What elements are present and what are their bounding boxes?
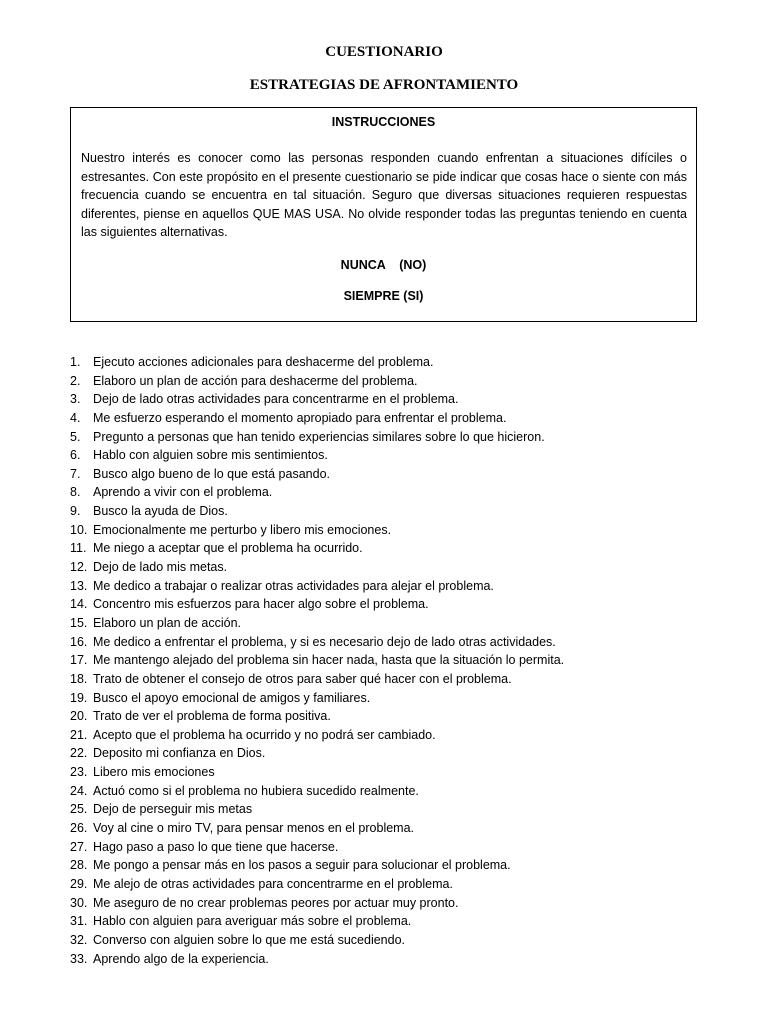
question-text: Emocionalmente me perturbo y libero mis emociones. xyxy=(93,522,392,537)
question-number: 3. xyxy=(70,392,81,407)
question-number: 2. xyxy=(70,373,81,388)
question-text: Hablo con alguien sobre mis sentimientos. xyxy=(93,448,328,463)
question-text: Voy al cine o miro TV, para pensar menos en el problema. xyxy=(93,821,415,836)
question-item xyxy=(70,894,730,913)
question-item xyxy=(70,446,730,465)
question-item xyxy=(70,800,730,819)
question-text: Concentro mis esfuerzos para hacer algo sobre el problema. xyxy=(93,597,429,612)
question-number: 1. xyxy=(70,355,81,369)
question-item xyxy=(70,353,730,372)
question-text: Busco algo bueno de lo que está pasando. xyxy=(93,466,330,481)
question-number: 20. xyxy=(70,709,88,724)
question-number: 10. xyxy=(70,522,88,537)
question-text: Trato de obtener el consejo de otros para saber qué hacer con el problema. xyxy=(93,671,512,686)
question-text: Dejo de lado otras actividades para concentrarme en el problema. xyxy=(93,392,459,407)
question-number: 25. xyxy=(70,802,88,817)
question-item xyxy=(70,707,730,726)
question-item xyxy=(70,819,730,838)
question-item xyxy=(70,856,730,875)
question-number: 29. xyxy=(70,876,88,891)
question-item xyxy=(70,465,730,484)
question-text: Trato de ver el problema de forma positiva. xyxy=(93,709,331,724)
question-item xyxy=(70,744,730,763)
question-text: Acepto que el problema ha ocurrido y no podrá ser cambiado. xyxy=(93,727,436,742)
question-item xyxy=(70,502,730,521)
question-item xyxy=(70,726,730,745)
question-number: 30. xyxy=(70,895,88,910)
question-text: Dejo de perseguir mis metas xyxy=(93,802,253,817)
question-item xyxy=(70,372,730,391)
question-number: 5. xyxy=(70,429,81,444)
question-item xyxy=(70,558,730,577)
question-item xyxy=(70,614,730,633)
question-text: Libero mis emociones xyxy=(93,765,215,780)
question-number: 11. xyxy=(70,541,87,556)
question-item xyxy=(70,950,730,969)
question-number: 16. xyxy=(70,634,88,649)
question-text: Me aseguro de no crear problemas peores por actuar muy pronto. xyxy=(93,895,459,910)
question-number: 19. xyxy=(70,690,88,705)
question-number: 15. xyxy=(70,615,88,630)
question-text: Me dedico a enfrentar el problema, y si es necesario dejo de lado otras actividades. xyxy=(93,634,556,649)
question-text: Hago paso a paso lo que tiene que hacerse. xyxy=(93,839,339,854)
question-number: 26. xyxy=(70,821,88,836)
option-always-label: SIEMPRE (SI) xyxy=(343,289,424,303)
question-number: 27. xyxy=(70,839,88,854)
question-number: 24. xyxy=(70,783,88,798)
question-number: 22. xyxy=(70,746,88,761)
question-item xyxy=(70,782,730,801)
question-text: Me mantengo alejado del problema sin hacer nada, hasta que la situación lo permita. xyxy=(93,653,565,668)
question-text: Pregunto a personas que han tenido experiencias similares sobre lo que hicieron. xyxy=(93,429,545,444)
question-number: 18. xyxy=(70,671,88,686)
question-item xyxy=(70,651,730,670)
question-item xyxy=(70,763,730,782)
question-item xyxy=(70,390,730,409)
question-text: Converso con alguien sobre lo que me está sucediendo. xyxy=(93,932,406,947)
question-number: 8. xyxy=(70,485,81,500)
question-item xyxy=(70,539,730,558)
question-item xyxy=(70,689,730,708)
question-number: 13. xyxy=(70,578,88,593)
question-text: Me dedico a trabajar o realizar otras actividades para alejar el problema. xyxy=(93,578,494,593)
question-text: Busco la ayuda de Dios. xyxy=(93,504,228,519)
question-text: Me pongo a pensar más en los pasos a seguir para solucionar el problema. xyxy=(93,858,511,873)
question-number: 6. xyxy=(70,448,81,463)
question-number: 17. xyxy=(70,653,88,668)
document-subtitle: ESTRATEGIAS DE AFRONTAMIENTO xyxy=(249,77,519,93)
question-text: Aprendo algo de la experiencia. xyxy=(93,951,269,966)
question-text: Elaboro un plan de acción para deshacerme del problema. xyxy=(93,373,418,388)
question-number: 12. xyxy=(70,560,88,575)
instructions-body: Nuestro interés es conocer como las personas responden cuando enfrentan a situaciones difíciles o estresantes. Con este propósito en el presente cuestionario se pide indicar que cosas hace o siente con más frecuencia cuando se encuentra en tal situación. Seguro que diversas situaciones requieren respuestas diferentes, piense en aquellos QUE MAS USA. No olvide responder todas las preguntas teniendo en cuenta las siguientes alternativas. xyxy=(81,151,687,240)
question-text: Hablo con alguien para averiguar más sobre el problema. xyxy=(93,914,412,929)
question-text: Dejo de lado mis metas. xyxy=(93,560,228,575)
question-item xyxy=(70,912,730,931)
question-number: 4. xyxy=(70,410,81,425)
question-number: 7. xyxy=(70,466,81,481)
instructions-box xyxy=(70,107,697,322)
question-text: Actuó como si el problema no hubiera sucedido realmente. xyxy=(93,783,419,798)
question-text: Me esfuerzo esperando el momento apropiado para enfrentar el problema. xyxy=(93,410,507,425)
question-number: 21. xyxy=(70,727,88,742)
option-never-label: NUNCA (NO) xyxy=(340,258,427,272)
instructions-heading: INSTRUCCIONES xyxy=(331,115,436,129)
question-item xyxy=(70,670,730,689)
question-number: 28. xyxy=(70,858,88,873)
question-text: Elaboro un plan de acción. xyxy=(93,615,242,630)
question-text: Deposito mi confianza en Dios. xyxy=(93,746,266,761)
question-item xyxy=(70,875,730,894)
question-number: 32. xyxy=(70,932,88,947)
question-number: 14. xyxy=(70,597,88,612)
question-item xyxy=(70,931,730,950)
question-item xyxy=(70,577,730,596)
question-item xyxy=(70,595,730,614)
question-number: 23. xyxy=(70,765,88,780)
question-text: Aprendo a vivir con el problema. xyxy=(93,485,273,500)
question-text: Me niego a aceptar que el problema ha ocurrido. xyxy=(93,541,363,556)
question-item xyxy=(70,483,730,502)
question-text: Ejecuto acciones adicionales para deshacerme del problema. xyxy=(93,355,434,369)
question-item xyxy=(70,838,730,857)
question-list xyxy=(70,353,730,968)
question-item xyxy=(70,428,730,447)
question-number: 31. xyxy=(70,914,88,929)
question-text: Me alejo de otras actividades para concentrarme en el problema. xyxy=(93,876,453,891)
question-item xyxy=(70,409,730,428)
document-title: CUESTIONARIO xyxy=(325,44,443,60)
question-text: Busco el apoyo emocional de amigos y familiares. xyxy=(93,690,371,705)
question-item xyxy=(70,521,730,540)
question-number: 33. xyxy=(70,951,88,966)
question-item xyxy=(70,633,730,652)
question-number: 9. xyxy=(70,504,81,519)
